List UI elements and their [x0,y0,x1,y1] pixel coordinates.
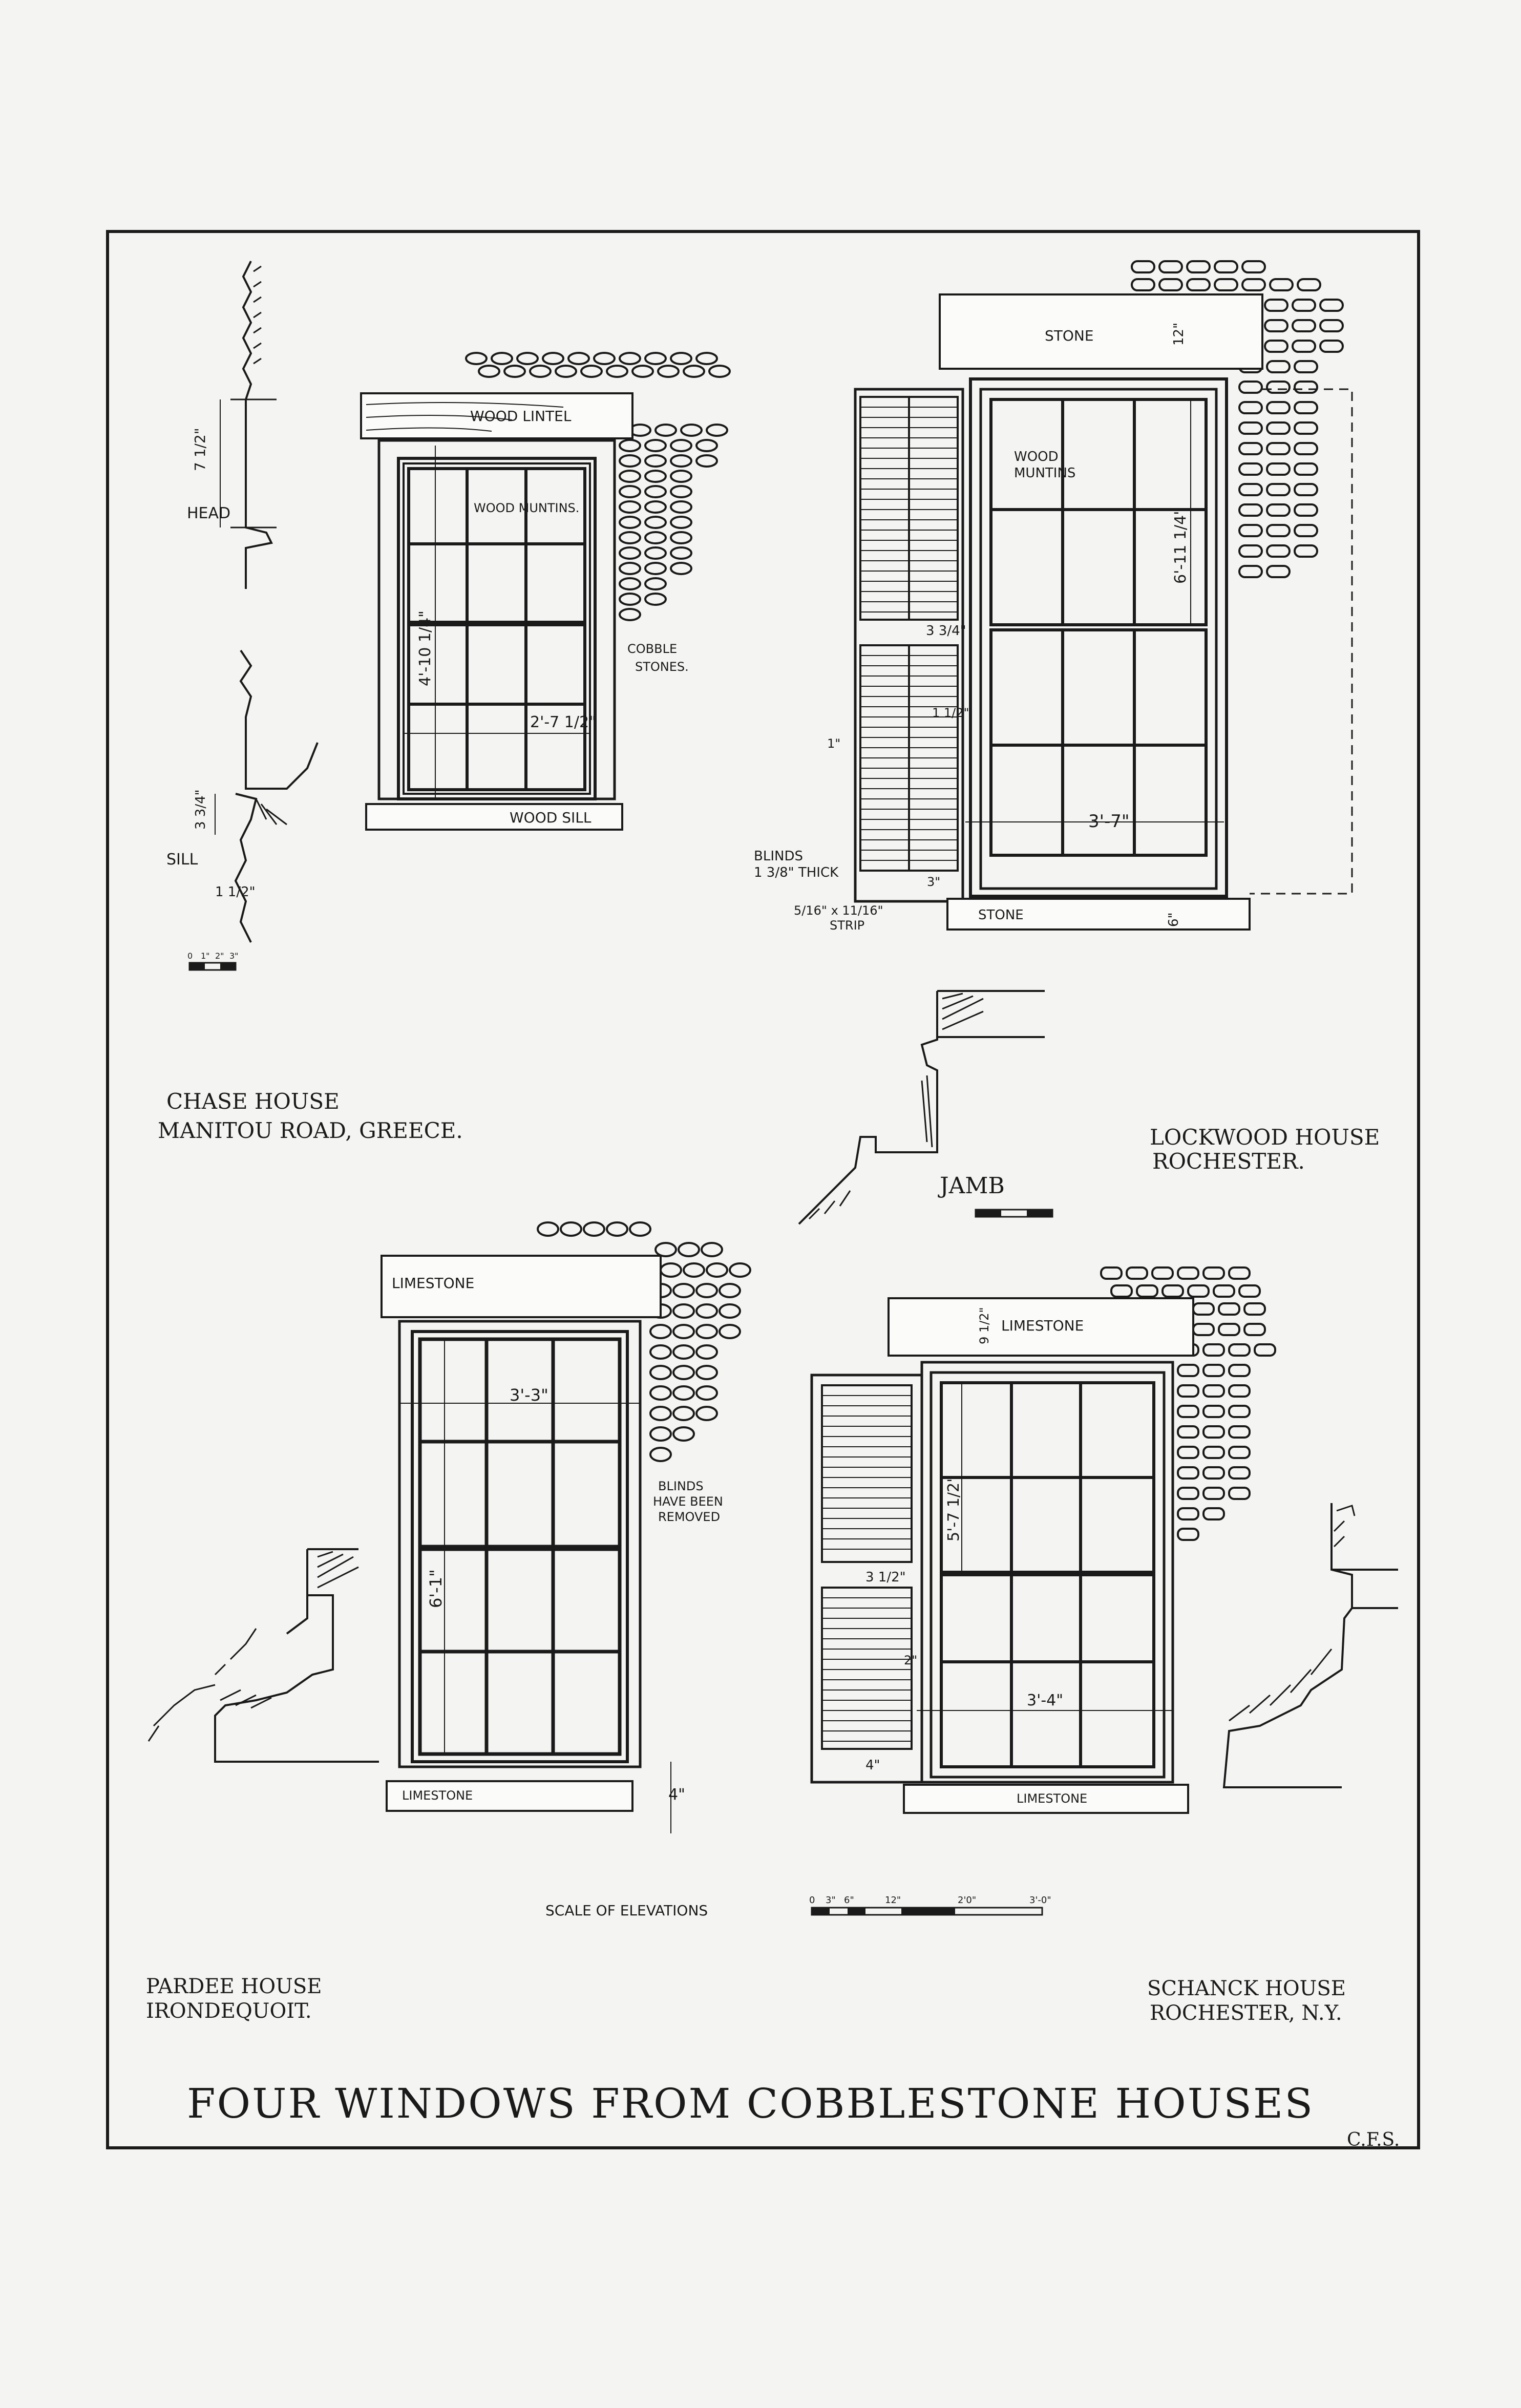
lockwood-window-elevation [754,261,1352,933]
chase-window-casing [379,440,615,799]
pardee-dim-width: 3'-3" [510,1385,548,1405]
lockwood-caption-2: ROCHESTER. [1152,1149,1305,1174]
scale-of-elevations [545,1895,1051,1919]
schanck-dim-blind-bottom: 4" [865,1758,880,1773]
schanck-window-elevation [812,1268,1275,1813]
lockwood-strip-label-1: 5/16" x 11/16" [794,903,883,918]
small-scale-tick-1: 1" [201,951,210,961]
scale-tick-1: 3" [826,1895,836,1906]
scale-tick-2: 6" [844,1895,854,1906]
schanck-caption-1: SCHANCK HOUSE [1147,1977,1346,2000]
schanck-caption-2: ROCHESTER, N.Y. [1150,2001,1342,2025]
lockwood-stone-top-label: STONE [1045,327,1094,344]
lockwood-blinds-label-2: 1 3/8" THICK [754,865,839,880]
chase-sill-dim1: 3 3/4" [193,789,208,830]
sheet-title: FOUR WINDOWS FROM COBBLESTONE HOUSES [187,2080,1315,2127]
chase-head-sill-sections [166,261,318,942]
small-scale-tick-3: 3" [229,951,239,961]
chase-head-dim: 7 1/2" [192,428,208,471]
lockwood-dim-width: 3'-7" [1088,811,1130,832]
lockwood-caption-1: LOCKWOOD HOUSE [1150,1125,1380,1150]
lockwood-dim-rail: 3 3/4" [926,623,966,639]
schanck-dim-lintel: 9 1/2" [977,1307,991,1344]
drafter-initials: C.F.S. [1347,2129,1400,2150]
pardee-limestone-bottom-label: LIMESTONE [402,1788,473,1803]
schanck-lower-sash [941,1575,1154,1767]
chase-dim-width: 2'-7 1/2" [530,713,596,731]
scale-tick-5: 3'-0" [1029,1895,1051,1906]
pardee-blinds-label-3: REMOVED [658,1510,721,1524]
pardee-lower-sash [420,1549,620,1754]
jamb-label: JAMB [940,1173,1005,1199]
lockwood-dim-blind-bottom: 3" [927,875,941,889]
lockwood-muntins-label-1: WOOD [1014,449,1059,464]
pardee-window-elevation [382,1222,750,1833]
pardee-blinds-label-1: BLINDS [658,1479,704,1493]
schanck-limestone-top-label: LIMESTONE [1001,1317,1084,1334]
schanck-limestone-bottom-label: LIMESTONE [1017,1791,1088,1806]
scale-tick-3: 12" [885,1895,901,1906]
schanck-dim-rail: 3 1/2" [865,1570,906,1585]
chase-lintel-label: WOOD LINTEL [470,408,572,425]
chase-cobble-label-2: STONES. [635,660,689,674]
schanck-upper-sash [941,1383,1154,1572]
pardee-dim-sill: 4" [668,1786,685,1804]
chase-dim-height: 4'-10 1/4" [416,610,434,686]
lockwood-dim-stile: 1 1/2" [932,706,969,720]
scale-tick-0: 0 [809,1895,815,1906]
lockwood-dim-lintel: 12" [1171,322,1187,346]
lockwood-stone-bottom-label: STONE [978,907,1024,923]
small-scale-tick-2: 2" [215,951,224,961]
lockwood-strip-label-2: STRIP [830,918,865,933]
lockwood-stone-lintel [940,294,1262,369]
pardee-blinds-label-2: HAVE BEEN [653,1494,723,1509]
chase-window-elevation [361,353,730,830]
schanck-dim-width: 3'-4" [1027,1692,1064,1709]
chase-caption-1: CHASE HOUSE [166,1089,340,1114]
pardee-limestone-top-label: LIMESTONE [392,1275,475,1292]
jamb-section-detail [799,991,1052,1224]
pardee-caption-1: PARDEE HOUSE [146,1975,322,1998]
lockwood-dim-side: 1" [827,736,841,751]
chase-sill-dim2: 1 1/2" [215,884,256,900]
scale-tick-4: 2'0" [958,1895,977,1906]
lockwood-dim-sill: 6" [1166,912,1181,927]
pardee-upper-sash [420,1339,620,1547]
schanck-section-detail [1224,1503,1398,1787]
pardee-caption-2: IRONDEQUOIT. [146,1999,312,2023]
lockwood-muntins-label-2: MUNTINS [1014,466,1076,481]
lockwood-dim-height: 6'-11 1/4" [1172,508,1190,584]
chase-cobble-label-1: COBBLE [627,642,678,656]
small-scale-tick-0: 0 [187,951,193,961]
pardee-dim-height: 6'-1" [426,1569,446,1608]
chase-muntins-label: WOOD MUNTINS. [474,501,580,515]
schanck-dim-stile: 2" [904,1653,918,1667]
chase-sill-section-label: SILL [166,851,198,869]
small-scale-bar [187,951,239,970]
lockwood-blinds [855,389,963,901]
scale-of-elevations-label: SCALE OF ELEVATIONS [545,1902,708,1919]
chase-sill-label: WOOD SILL [510,809,592,826]
chase-head-label: HEAD [187,504,231,522]
pardee-section-detail [149,1549,379,1762]
lockwood-blinds-label-1: BLINDS [754,849,803,864]
schanck-dim-height: 5'-7 1/2" [945,1475,963,1541]
sheet-border [108,231,1419,2148]
chase-caption-2: MANITOU ROAD, GREECE. [158,1118,463,1143]
